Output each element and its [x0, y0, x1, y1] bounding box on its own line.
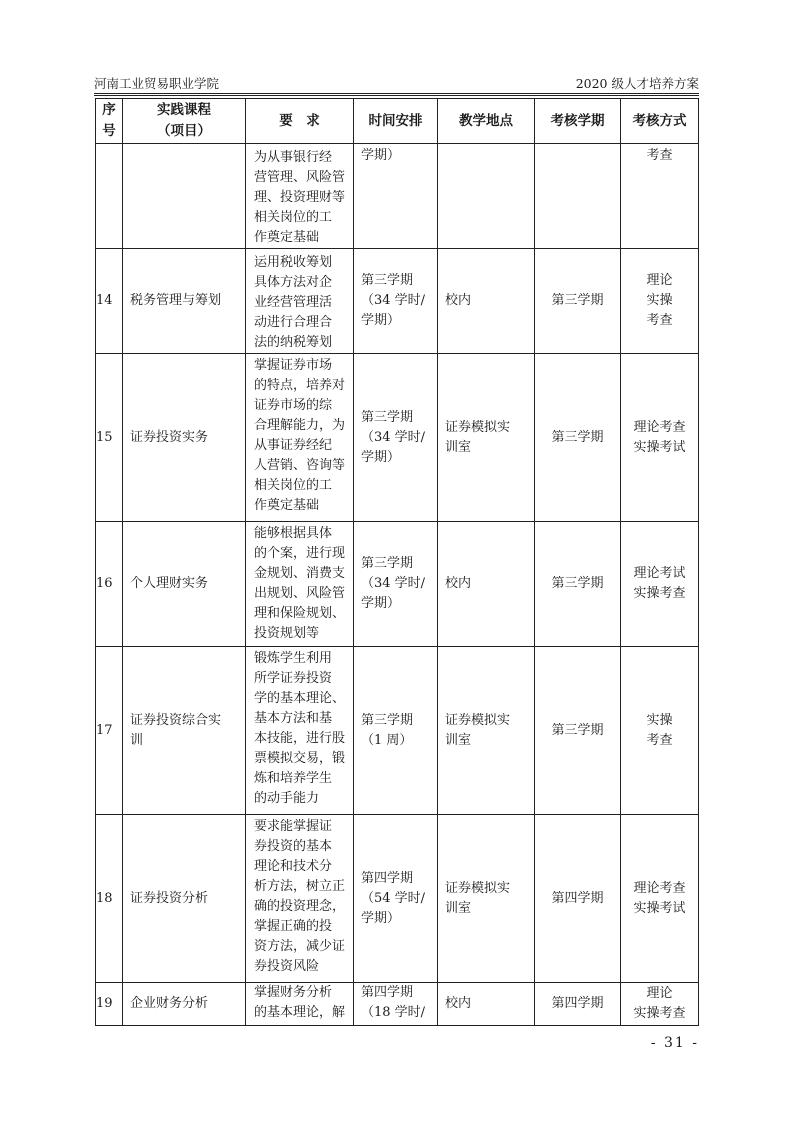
requirement-cell-line: 人营销、咨询等	[254, 458, 346, 473]
col-requirement-header: 要 求	[246, 99, 354, 144]
requirement-cell-line: 相关岗位的工	[254, 210, 333, 225]
requirement-cell-line: 本技能，进行股	[254, 731, 346, 746]
location-cell	[438, 522, 535, 647]
location-cell-line: 训室	[445, 900, 472, 916]
requirement-cell-line: 出规划、风险管	[254, 586, 346, 601]
term-cell-line: 第四学期	[551, 890, 604, 906]
seq-cell-line: 16	[96, 576, 113, 591]
requirement-cell-line: 析方法，树立正	[254, 879, 346, 894]
requirement-cell	[246, 354, 354, 522]
col-mode-header: 考核方式	[621, 99, 699, 144]
table-row	[96, 815, 699, 983]
location-cell	[438, 354, 535, 522]
seq-cell-line: 18	[96, 890, 113, 906]
assessment-cell	[621, 983, 699, 1026]
course-cell-line: 证券投资综合实	[130, 712, 222, 728]
assessment-cell	[621, 144, 699, 249]
course-cell	[123, 647, 246, 815]
term-cell	[535, 815, 621, 983]
term-cell	[535, 983, 621, 1026]
requirement-cell-line: 具体方法对企	[254, 275, 333, 290]
location-cell-line: 训室	[445, 439, 472, 455]
assessment-cell-line: 实操	[646, 293, 673, 308]
requirement-cell-line: 学的基本理论、	[254, 691, 346, 706]
assessment-cell	[621, 249, 699, 354]
requirement-cell	[246, 815, 354, 983]
term-cell	[535, 647, 621, 815]
course-cell	[123, 249, 246, 354]
requirement-cell-line: 理和保险规划、	[254, 606, 346, 621]
term-cell	[535, 144, 621, 249]
seq-cell	[96, 983, 123, 1026]
assessment-cell	[621, 815, 699, 983]
location-cell-line: 训室	[445, 732, 472, 748]
requirement-cell	[246, 249, 354, 354]
location-cell-line: 校内	[445, 996, 472, 1011]
assessment-cell-line: 实操考查	[633, 1006, 686, 1021]
practice-course-table	[95, 98, 699, 1026]
schedule-cell	[354, 815, 438, 983]
course-cell-line: 企业财务分析	[130, 996, 209, 1011]
assessment-cell-line: 理论	[646, 986, 673, 1001]
schedule-cell-line: （54 学时/	[361, 890, 426, 906]
schedule-cell-line: （34 学时/	[361, 293, 426, 308]
schedule-cell-line: （1 周）	[361, 732, 413, 748]
course-cell	[123, 815, 246, 983]
schedule-cell-line: 学期）	[361, 148, 401, 163]
schedule-cell-line: 学期）	[361, 910, 401, 926]
requirement-cell-line: 动进行合理合	[254, 315, 333, 330]
table-row	[96, 647, 699, 815]
requirement-cell-line: 要求能掌握证	[254, 819, 333, 834]
course-cell	[123, 354, 246, 522]
header-rule	[94, 93, 699, 94]
assessment-cell-line: 考查	[646, 313, 673, 328]
requirement-cell-line: 投资规划等	[254, 626, 320, 641]
table-row	[96, 983, 699, 1026]
course-cell-line: 训	[130, 732, 144, 748]
schedule-cell	[354, 249, 438, 354]
location-cell	[438, 983, 535, 1026]
requirement-cell-line: 掌握证券市场	[254, 358, 333, 373]
requirement-cell-line: 锻炼学生利用	[254, 651, 333, 666]
course-cell-line: 证券投资分析	[130, 890, 209, 906]
assessment-cell	[621, 354, 699, 522]
schedule-cell	[354, 144, 438, 249]
assessment-cell-line: 理论考查	[633, 880, 686, 896]
plan-title: 2020 级人才培养方案	[575, 76, 699, 91]
table-header-row	[96, 99, 699, 144]
requirement-cell-line: 营管理、风险管	[254, 170, 346, 185]
header-rule	[94, 95, 699, 96]
col-course-header: 实践课程 （项目）	[123, 99, 246, 144]
requirement-cell-line: 能够根据具体	[254, 526, 333, 541]
requirement-cell-line: 炼和培养学生	[254, 771, 333, 786]
requirement-cell-line: 业经营管理活	[254, 295, 333, 310]
schedule-cell-line: 学期）	[361, 449, 401, 465]
schedule-cell-line: 第四学期	[361, 870, 414, 886]
col-seq-header: 序 号	[96, 99, 123, 144]
term-cell-line: 第三学期	[551, 576, 604, 591]
course-cell	[123, 144, 246, 249]
location-cell-line: 证券模拟实	[445, 880, 511, 896]
requirement-cell-line: 确的投资理念，	[254, 899, 346, 914]
schedule-cell	[354, 522, 438, 647]
term-cell-line: 第四学期	[551, 996, 604, 1011]
assessment-cell-line: 实操	[646, 712, 673, 728]
requirement-cell-line: 合理解能力，为	[254, 418, 346, 433]
requirement-cell-line: 票模拟交易，锻	[254, 751, 346, 766]
assessment-cell-line: 考查	[646, 148, 673, 163]
seq-cell-line: 14	[96, 293, 113, 308]
requirement-cell-line: 相关岗位的工	[254, 478, 333, 493]
requirement-cell-line: 券投资的基本	[254, 839, 333, 854]
requirement-cell-line: 的基本理论，解	[254, 1005, 346, 1020]
table-row	[96, 249, 699, 354]
requirement-cell-line: 掌握财务分析	[254, 985, 333, 1000]
course-cell-line: 个人理财实务	[130, 576, 209, 591]
seq-cell	[96, 249, 123, 354]
schedule-cell-line: 第三学期	[361, 556, 414, 571]
assessment-cell-line: 实操考试	[633, 439, 686, 455]
seq-cell	[96, 815, 123, 983]
requirement-cell-line: 作奠定基础	[254, 498, 320, 513]
requirement-cell-line: 所学证券投资	[254, 671, 333, 686]
course-cell-line: 税务管理与筹划	[130, 293, 222, 308]
assessment-cell	[621, 522, 699, 647]
schedule-cell-line: （18 学时/	[361, 1005, 426, 1020]
requirement-cell-line: 法的纳税筹划	[254, 335, 333, 350]
schedule-cell-line: 学期）	[361, 596, 401, 611]
requirement-cell-line: 金规划、消费支	[254, 566, 346, 581]
assessment-cell-line: 实操考试	[633, 900, 686, 916]
assessment-cell-line: 理论考查	[633, 419, 686, 435]
col-location-header: 教学地点	[438, 99, 535, 144]
requirement-cell-line: 证券市场的综	[254, 398, 333, 413]
seq-cell-line: 17	[96, 722, 113, 738]
location-cell-line: 校内	[445, 293, 472, 308]
seq-cell	[96, 144, 123, 249]
requirement-cell-line: 作奠定基础	[254, 230, 320, 245]
requirement-cell-line: 运用税收筹划	[254, 255, 333, 270]
schedule-cell-line: 第三学期	[361, 712, 414, 728]
location-cell	[438, 144, 535, 249]
schedule-cell-line: 第三学期	[361, 273, 414, 288]
requirement-cell-line: 的个案，进行现	[254, 546, 346, 561]
schedule-cell	[354, 983, 438, 1026]
course-cell	[123, 522, 246, 647]
seq-cell	[96, 522, 123, 647]
page-number: - 31 -	[650, 1035, 699, 1051]
requirement-cell-line: 券投资风险	[254, 959, 320, 974]
requirement-cell	[246, 144, 354, 249]
requirement-cell-line: 的特点，培养对	[254, 378, 346, 393]
table-row	[96, 144, 699, 249]
course-cell-line: 证券投资实务	[130, 429, 209, 445]
term-cell	[535, 522, 621, 647]
requirement-cell-line: 的动手能力	[254, 791, 320, 806]
location-cell-line: 校内	[445, 576, 472, 591]
school-name: 河南工业贸易职业学院	[94, 76, 220, 91]
schedule-cell-line: （34 学时/	[361, 429, 426, 445]
requirement-cell-line: 掌握正确的投	[254, 919, 333, 934]
schedule-cell	[354, 647, 438, 815]
location-cell	[438, 249, 535, 354]
col-schedule-header: 时间安排	[354, 99, 438, 144]
assessment-cell-line: 理论考试	[633, 566, 686, 581]
location-cell	[438, 647, 535, 815]
term-cell	[535, 354, 621, 522]
term-cell	[535, 249, 621, 354]
location-cell-line: 证券模拟实	[445, 712, 511, 728]
requirement-cell	[246, 983, 354, 1026]
col-term-header: 考核学期	[535, 99, 621, 144]
seq-cell-line: 19	[96, 996, 113, 1011]
requirement-cell	[246, 522, 354, 647]
term-cell-line: 第三学期	[551, 429, 604, 445]
table-row	[96, 354, 699, 522]
assessment-cell-line: 考查	[646, 732, 673, 748]
requirement-cell-line: 资方法，减少证	[254, 939, 346, 954]
seq-cell	[96, 647, 123, 815]
assessment-cell	[621, 647, 699, 815]
requirement-cell-line: 从事证券经纪	[254, 438, 333, 453]
requirement-cell	[246, 647, 354, 815]
course-cell	[123, 983, 246, 1026]
assessment-cell-line: 实操考查	[633, 586, 686, 601]
location-cell-line: 证券模拟实	[445, 419, 511, 435]
term-cell-line: 第三学期	[551, 293, 604, 308]
schedule-cell	[354, 354, 438, 522]
requirement-cell-line: 理论和技术分	[254, 859, 333, 874]
schedule-cell-line: 学期）	[361, 313, 401, 328]
seq-cell	[96, 354, 123, 522]
assessment-cell-line: 理论	[646, 273, 673, 288]
table-row	[96, 522, 699, 647]
requirement-cell-line: 理、投资理财等	[254, 190, 346, 205]
schedule-cell-line: （34 学时/	[361, 576, 426, 591]
schedule-cell-line: 第四学期	[361, 985, 414, 1000]
schedule-cell-line: 第三学期	[361, 409, 414, 425]
page-header	[94, 76, 699, 92]
location-cell	[438, 815, 535, 983]
requirement-cell-line: 为从事银行经	[254, 150, 333, 165]
requirement-cell-line: 基本方法和基	[254, 711, 333, 726]
term-cell-line: 第三学期	[551, 722, 604, 738]
seq-cell-line: 15	[96, 429, 113, 445]
